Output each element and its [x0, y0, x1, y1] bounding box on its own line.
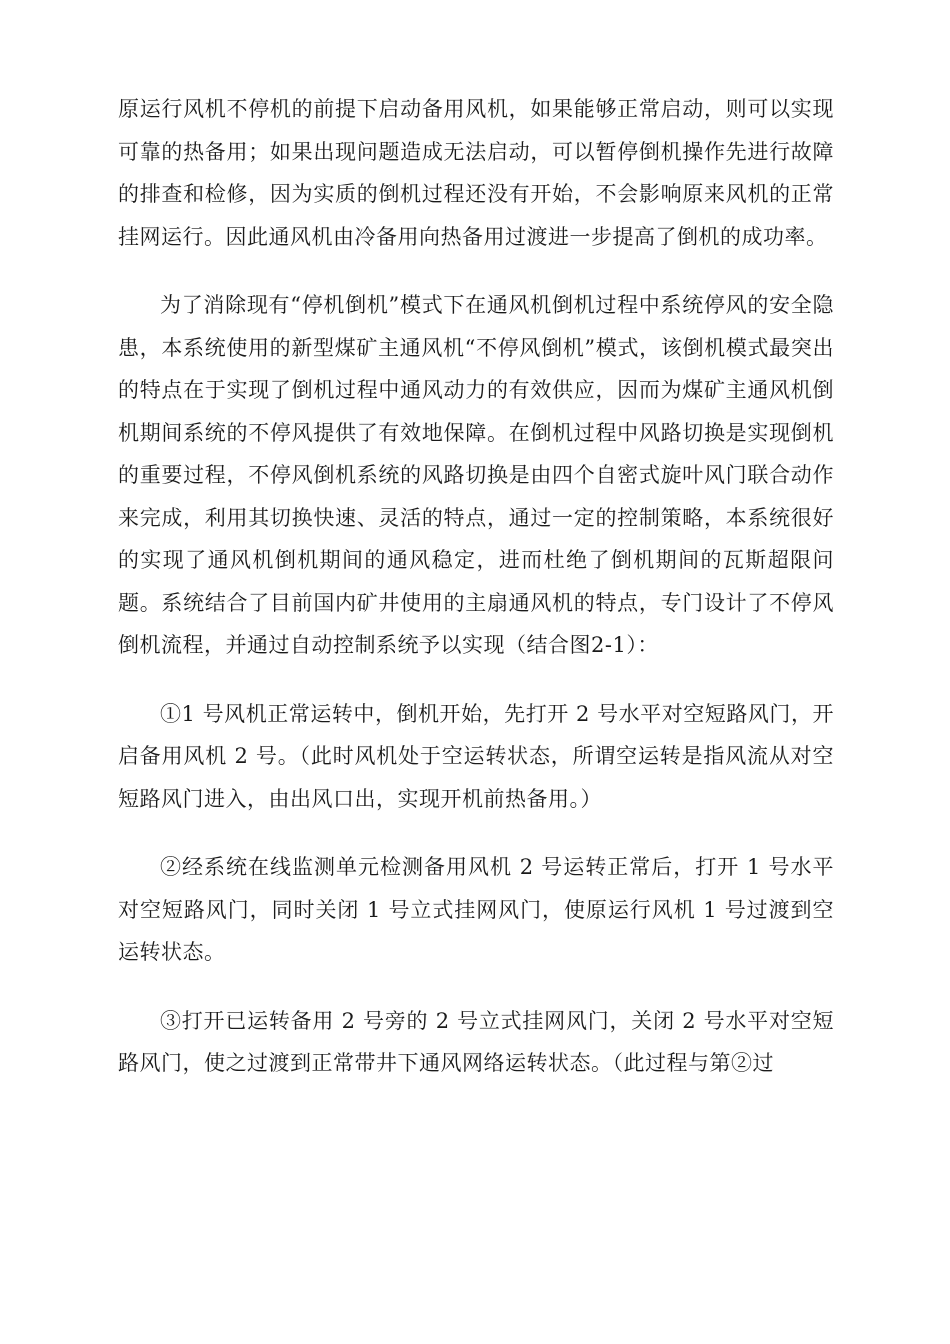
paragraph-4: ②经系统在线监测单元检测备用风机 2 号运转正常后，打开 1 号水平对空短路风门，同时关闭 1 号立式挂网风门，使原运行风机 1 号过渡到空运转状态。 — [118, 855, 834, 964]
document-page — [118, 88, 834, 1111]
paragraph-3: ①1 号风机正常运转中，倒机开始，先打开 2 号水平对空短路风门，开启备用风机 2 号。（此时风机处于空运转状态，所谓空运转是指风流从对空短路风门进入，由出风口出，实现开机前热备用。） — [118, 701, 834, 811]
paragraph-5: ③打开已运转备用 2 号旁的 2 号立式挂网风门，关闭 2 号水平对空短路风门，使之过渡到正常带井下通风网络运转状态。（此过程与第②过 — [118, 1008, 834, 1075]
paragraph-2: 为了消除现有“停机倒机”模式下在通风机倒机过程中系统停风的安全隐患，本系统使用的新型煤矿主通风机“不停风倒机”模式，该倒机模式最突出的特点在于实现了倒机过程中通风动力的有效供应，因而为煤矿主通风机倒机期间系统的不停风提供了有效地保障。在倒机过程中风路切换是实现倒机的重要过程，不停风倒机系统的风路切换是由四个自密式旋叶风门联合动作来完成，利用其切换快速、灵活的特点，通过一定的控制策略，本系统很好的实现了通风机倒机期间的通风稳定，进而杜绝了倒机期间的瓦斯超限问题。系统结合了目前国内矿井使用的主扇通风机的特点，专门设计了不停风倒机流程，并通过自动控制系统予以实现（结合图2-1）： — [118, 293, 834, 657]
paragraph-1: 原运行风机不停机的前提下启动备用风机，如果能够正常启动，则可以实现可靠的热备用；如果出现问题造成无法启动，可以暂停倒机操作先进行故障的排查和检修，因为实质的倒机过程还没有开始，不会影响原来风机的正常挂网运行。因此通风机由冷备用向热备用过渡进一步提高了倒机的成功率。 — [118, 97, 834, 249]
